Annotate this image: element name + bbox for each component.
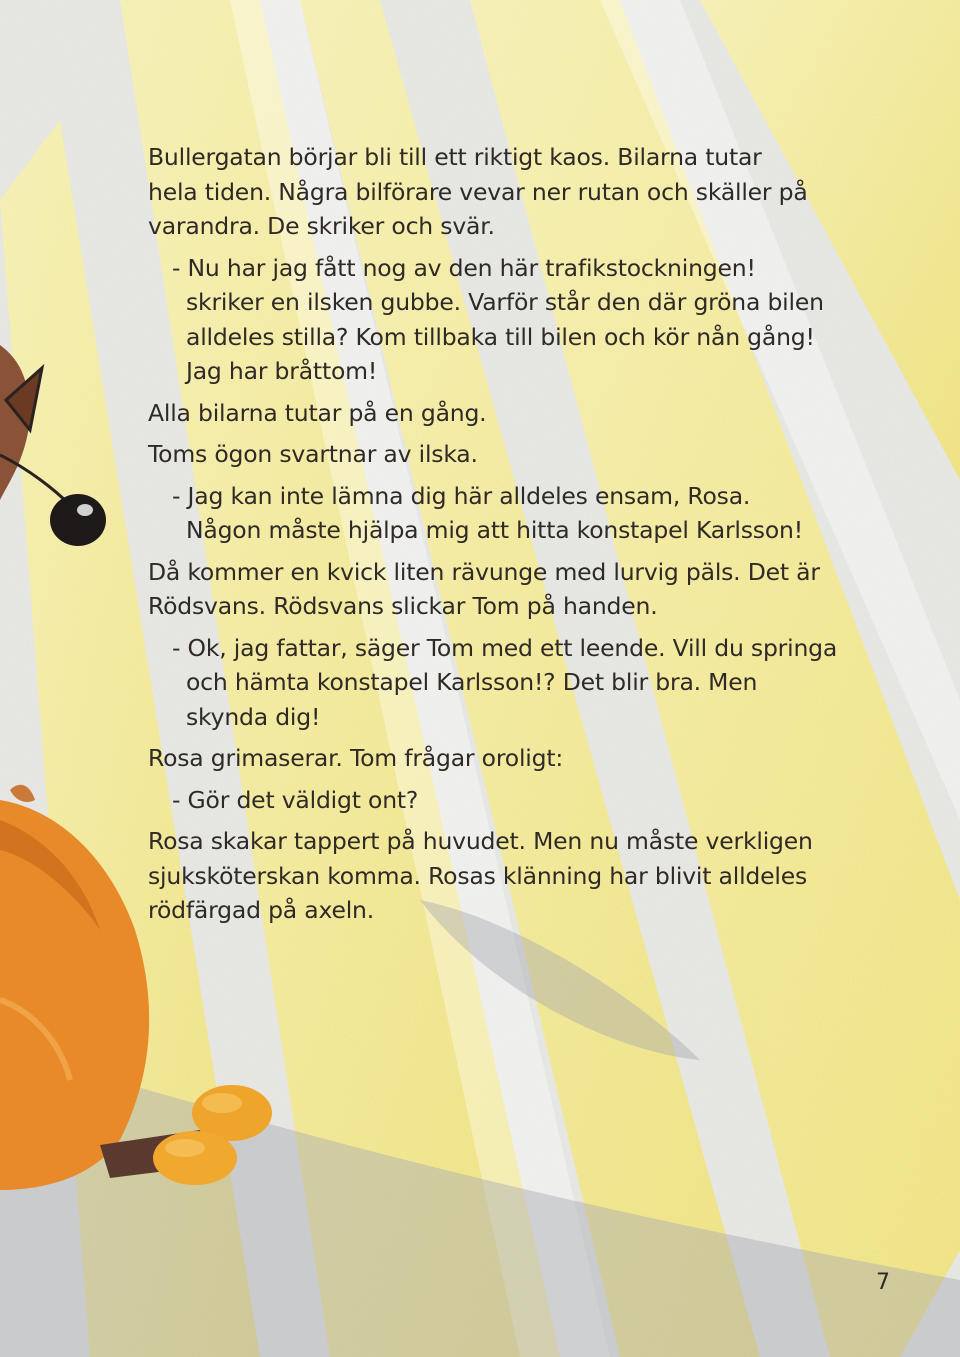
paragraph-dialogue-tom-2: - Ok, jag fattar, säger Tom med ett leende. Vill du springa och hämta konstapel Karlsson!? Det blir bra. Men skynda dig!	[172, 633, 838, 731]
paragraph-narration-2: Alla bilarna tutar på en gång.	[148, 398, 487, 427]
paragraph-narration-3: Toms ögon svartnar av ilska.	[148, 440, 478, 468]
paragraph-dialogue-gubbe: - Nu har jag fått nog av den här trafikstockningen! skriker en ilsken gubbe. Varför står den där gröna bilen alldeles stilla? Kom tillbaka till bilen och kör nån gång! Jag har bråttom!	[172, 253, 824, 385]
paragraph-dialogue-tom-1: - Jag kan inte lämna dig här alldeles ensam, Rosa. Någon måste hjälpa mig att hitta konstapel Karlsson!	[172, 481, 803, 544]
page-number: 7	[876, 1270, 890, 1295]
story-text	[148, 140, 848, 928]
paragraph-narration-6: Rosa skakar tappert på huvudet. Men nu måste verkligen sjuksköterskan komma. Rosas klänning har blivit alldeles rödfärgad på axeln.	[148, 827, 813, 924]
paragraph-dialogue-tom-3: - Gör det väldigt ont?	[172, 785, 419, 814]
paragraph-narration-5: Rosa grimaserar. Tom frågar oroligt:	[148, 744, 564, 772]
paragraph-narration-1: Bullergatan börjar bli till ett riktigt kaos. Bilarna tutar hela tiden. Några bilförare vevar ner rutan och skäller på varandra. De skriker och svär.	[148, 143, 808, 240]
paragraph-narration-4: Då kommer en kvick liten rävunge med lurvig päls. Det är Rödsvans. Rödsvans slickar Tom på handen.	[148, 557, 820, 620]
